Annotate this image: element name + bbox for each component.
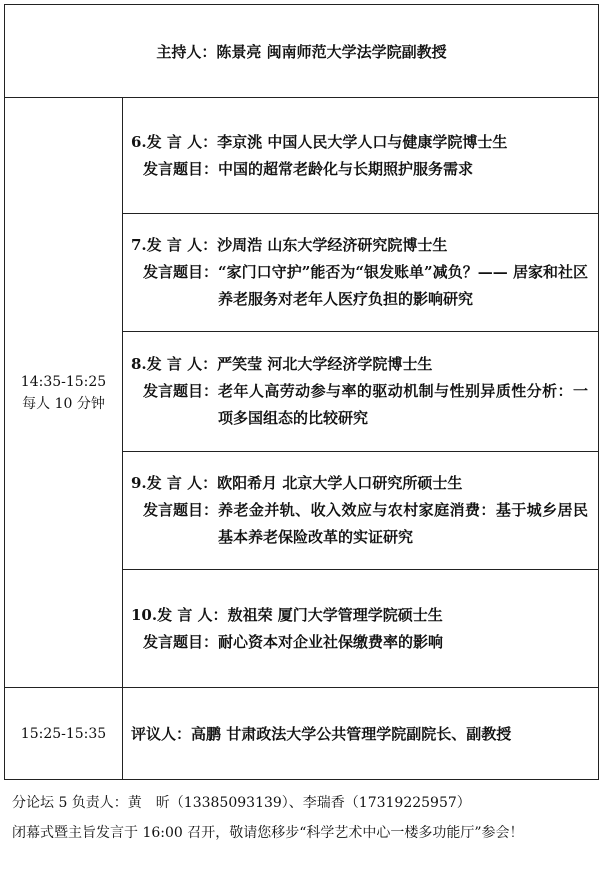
- speaker-label: 发 言 人：: [157, 605, 228, 624]
- speaker-label: 发 言 人：: [146, 132, 218, 151]
- speaker-label: 发 言 人：: [146, 236, 218, 254]
- reviewer-label: 评议人：: [131, 725, 192, 743]
- speaker-line: [131, 129, 588, 156]
- topic-label: 发言题目：: [143, 382, 219, 400]
- speaker-cell-8: [123, 332, 599, 452]
- host-row: [5, 5, 599, 98]
- speaker-name: 沙周浩 山东大学经济研究院博士生: [217, 236, 448, 254]
- forum-contact: 分论坛 5 负责人：黄 昕（13385093139）、李瑞香（17319225957）: [12, 795, 471, 811]
- speaker-name: 欧阳希月 北京大学人口研究所硕士生: [217, 474, 463, 492]
- topic-line: [131, 259, 588, 313]
- speaker-cell-7: [123, 214, 599, 332]
- review-row: [5, 688, 599, 780]
- topic-text: 老年人高劳动参与率的驱动机制与性别异质性分析：一项多国组态的比较研究: [218, 382, 588, 427]
- speaker-cell-10: [123, 570, 599, 688]
- footer-notes: [12, 788, 592, 848]
- host-cell: [5, 5, 599, 98]
- speaker-label: 发 言 人：: [146, 474, 218, 492]
- schedule-table: [4, 4, 599, 780]
- speaker-number: 6.: [131, 132, 147, 151]
- speaker-cell-9: [123, 452, 599, 570]
- review-time-cell: [5, 688, 123, 780]
- topic-text: “家门口守护”能否为“银发账单”减负？—— 居家和社区养老服务对老年人医疗负担的影响研究: [218, 263, 588, 308]
- topic-text: 中国的超常老龄化与长期照护服务需求: [218, 159, 474, 178]
- speaker-number: 7.: [131, 236, 147, 254]
- speaker-name: 严笑莹 河北大学经济学院博士生: [217, 355, 433, 373]
- speaker-line: [131, 232, 588, 259]
- host-label: 主持人：: [156, 42, 217, 61]
- session-time: 14:35-15:25: [20, 373, 107, 390]
- topic-line: [131, 629, 588, 656]
- speaker-cell-6: [123, 98, 599, 214]
- review-time: 15:25-15:35: [20, 725, 107, 742]
- session-note: 每人 10 分钟: [22, 395, 105, 412]
- speaker-line: [131, 470, 588, 497]
- topic-line: [131, 378, 588, 432]
- speaker-name: 敖祖荣 厦门大学管理学院硕士生: [227, 605, 443, 624]
- topic-label: 发言题目：: [143, 632, 219, 651]
- reviewer-text: 高鹏 甘肃政法大学公共管理学院副院长、副教授: [191, 725, 512, 743]
- topic-label: 发言题目：: [143, 263, 219, 281]
- speaker-number: 9.: [131, 474, 147, 492]
- speaker-line: [131, 351, 588, 378]
- topic-text: 耐心资本对企业社保缴费率的影响: [218, 632, 444, 651]
- topic-label: 发言题目：: [143, 159, 219, 178]
- topic-text: 养老金并轨、收入效应与农村家庭消费：基于城乡居民基本养老保险改革的实证研究: [218, 501, 588, 546]
- speaker-name: 李京洮 中国人民大学人口与健康学院博士生: [217, 132, 508, 151]
- speaker-number: 8.: [131, 355, 147, 373]
- host-text: 陈景亮 闽南师范大学法学院副教授: [216, 42, 447, 61]
- topic-label: 发言题目：: [143, 501, 219, 519]
- speaker-label: 发 言 人：: [146, 355, 218, 373]
- speaker-number: 10.: [131, 605, 158, 624]
- topic-line: [131, 497, 588, 551]
- speaker-line: [131, 602, 588, 629]
- closing-notice: 闭幕式暨主旨发言于 16:00 召开，敬请您移步“科学艺术中心一楼多功能厅”参会！: [12, 825, 524, 841]
- reviewer-cell: [123, 688, 599, 780]
- speaker-row-6: [5, 98, 599, 214]
- topic-line: [131, 156, 588, 183]
- session-time-cell: [5, 98, 123, 688]
